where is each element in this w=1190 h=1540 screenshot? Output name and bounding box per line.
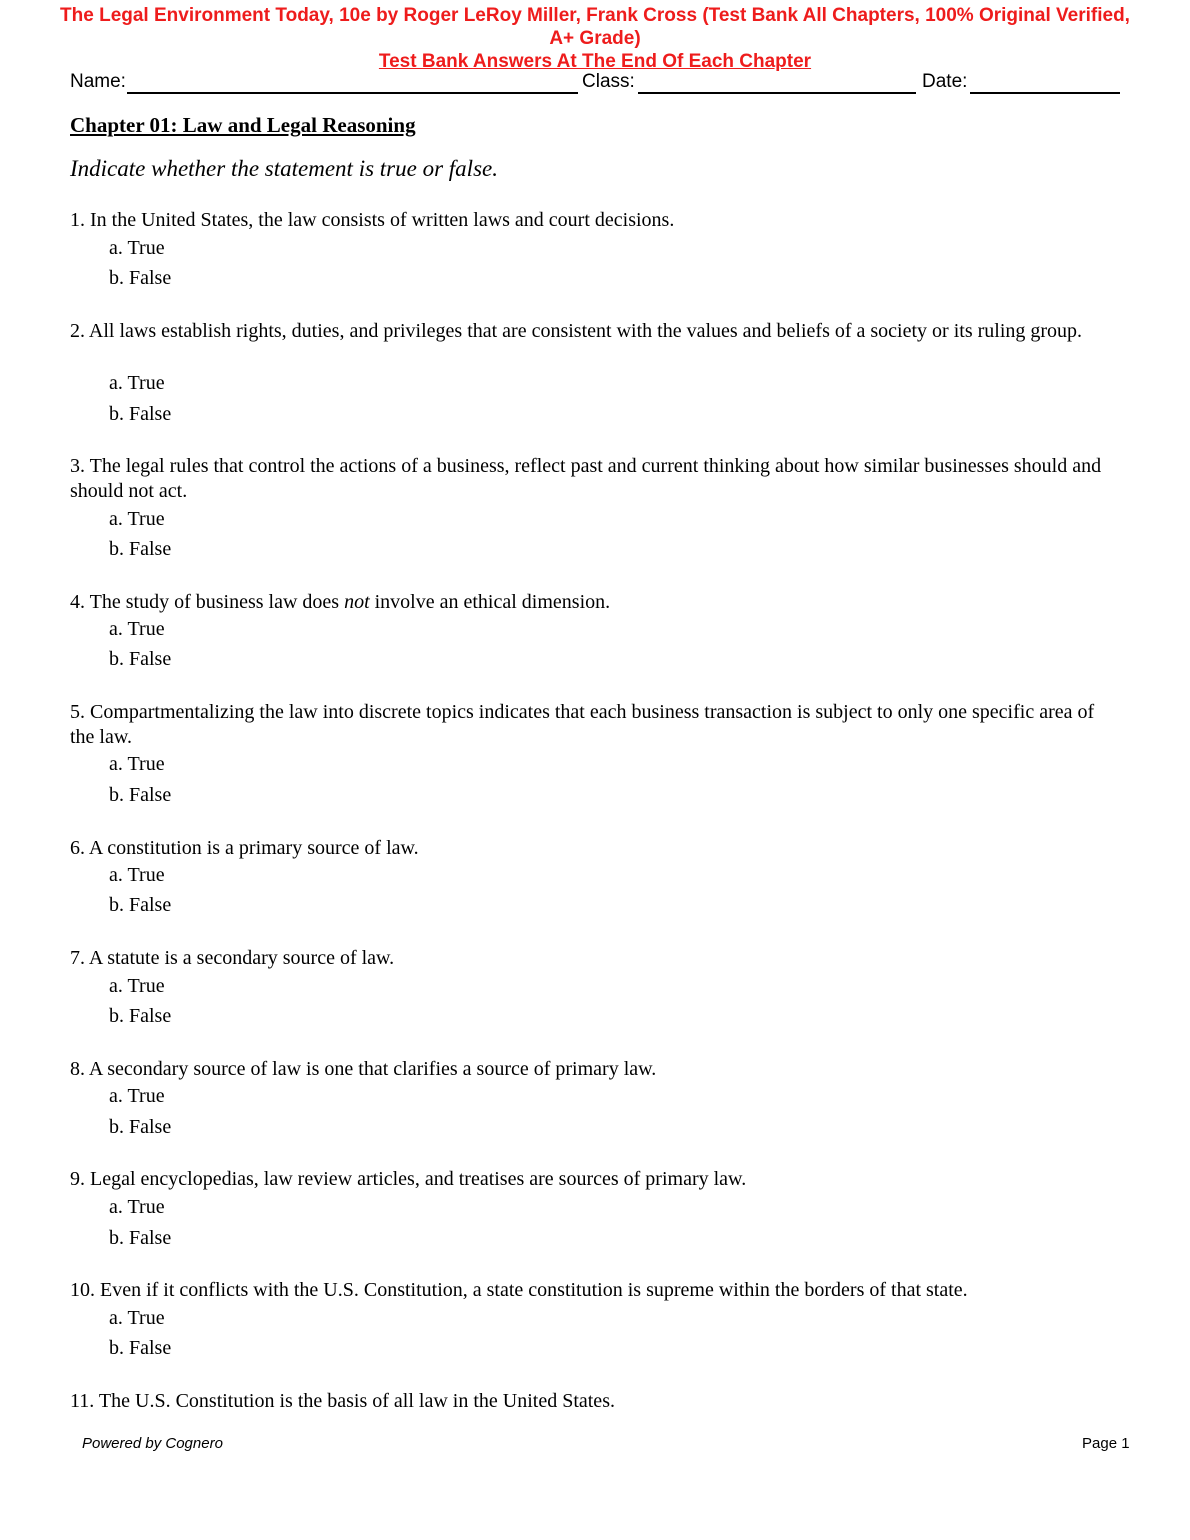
question-4 [70,590,1110,615]
student-info-header [70,70,1122,96]
option-true[interactable]: a. True [109,237,165,259]
question-text: Legal encyclopedias, law review articles, and treatises are sources of primary law. [90,1168,747,1190]
class-field[interactable] [638,92,916,94]
question-text: In the United States, the law consists of written laws and court decisions. [90,209,675,231]
question-text: A constitution is a primary source of law. [88,837,419,859]
question-number: 11. [70,1390,95,1412]
option-false[interactable]: b. False [109,1005,172,1027]
option-true[interactable]: a. True [109,864,165,886]
question-10 [70,1278,1110,1303]
powered-by-footer: Powered by Cognero [82,1435,223,1452]
question-text: A secondary source of law is one that clarifies a source of primary law. [88,1058,657,1080]
option-true[interactable]: a. True [109,1196,165,1218]
question-9 [70,1167,1110,1192]
option-false[interactable]: b. False [109,1337,172,1359]
question-text: The U.S. Constitution is the basis of all law in the United States. [98,1390,615,1412]
option-false[interactable]: b. False [109,1227,172,1249]
option-false[interactable]: b. False [109,1116,172,1138]
page-number: Page 1 [1082,1435,1130,1452]
option-true[interactable]: a. True [109,508,165,530]
question-text: Even if it conflicts with the U.S. Constitution, a state constitution is supreme within the borders of that state. [100,1279,968,1301]
question-1 [70,208,1110,233]
question-number: 6. [70,837,85,859]
name-label: Name: [70,71,126,92]
name-field[interactable] [127,92,578,94]
question-text-after: involve an ethical dimension. [374,591,611,613]
question-number: 4. [70,591,85,613]
question-7 [70,946,1110,971]
class-label: Class: [582,71,635,92]
question-number: 3. [70,455,85,477]
option-false[interactable]: b. False [109,267,172,289]
option-false[interactable]: b. False [109,538,172,560]
banner-line-1: The Legal Environment Today, 10e by Roger LeRoy Miller, Frank Cross (Test Bank All Chapters, 100% Original Verified, [60,5,1130,26]
question-text: Compartmentalizing the law into discrete topics indicates that each business transaction is subject to only one specific area of the law. [70,701,1095,748]
option-true[interactable]: a. True [109,753,165,775]
option-false[interactable]: b. False [109,403,172,425]
date-label: Date: [922,71,968,92]
question-number: 2. [70,320,85,342]
question-text: A statute is a secondary source of law. [88,947,395,969]
question-11 [70,1389,1110,1414]
question-5 [70,700,1110,750]
banner-line-3: Test Bank Answers At The End Of Each Chapter [378,51,812,72]
question-number: 9. [70,1168,85,1190]
option-true[interactable]: a. True [109,618,165,640]
option-true[interactable]: a. True [109,975,165,997]
banner-line-2: A+ Grade) [549,28,641,49]
option-true[interactable]: a. True [109,372,165,394]
question-6 [70,836,1110,861]
question-text-emphasis: not [344,591,370,613]
date-field[interactable] [970,92,1120,94]
chapter-title: Chapter 01: Law and Legal Reasoning [70,113,416,137]
question-8 [70,1057,1110,1082]
question-number: 10. [70,1279,95,1301]
question-text: The legal rules that control the actions of a business, reflect past and current thinking about how similar businesses should and should not act. [70,455,1102,502]
question-number: 5. [70,701,85,723]
question-2 [70,319,1110,344]
question-number: 8. [70,1058,85,1080]
option-false[interactable]: b. False [109,648,172,670]
option-true[interactable]: a. True [109,1307,165,1329]
title-banner [30,4,1160,73]
question-text-before: The study of business law does [89,591,340,613]
question-text: All laws establish rights, duties, and privileges that are consistent with the values and beliefs of a society or its ruling group. [88,320,1083,342]
option-false[interactable]: b. False [109,894,172,916]
question-3 [70,454,1110,504]
instructions: Indicate whether the statement is true or false. [70,156,498,181]
option-false[interactable]: b. False [109,784,172,806]
question-number: 7. [70,947,85,969]
question-number: 1. [70,209,85,231]
option-true[interactable]: a. True [109,1085,165,1107]
